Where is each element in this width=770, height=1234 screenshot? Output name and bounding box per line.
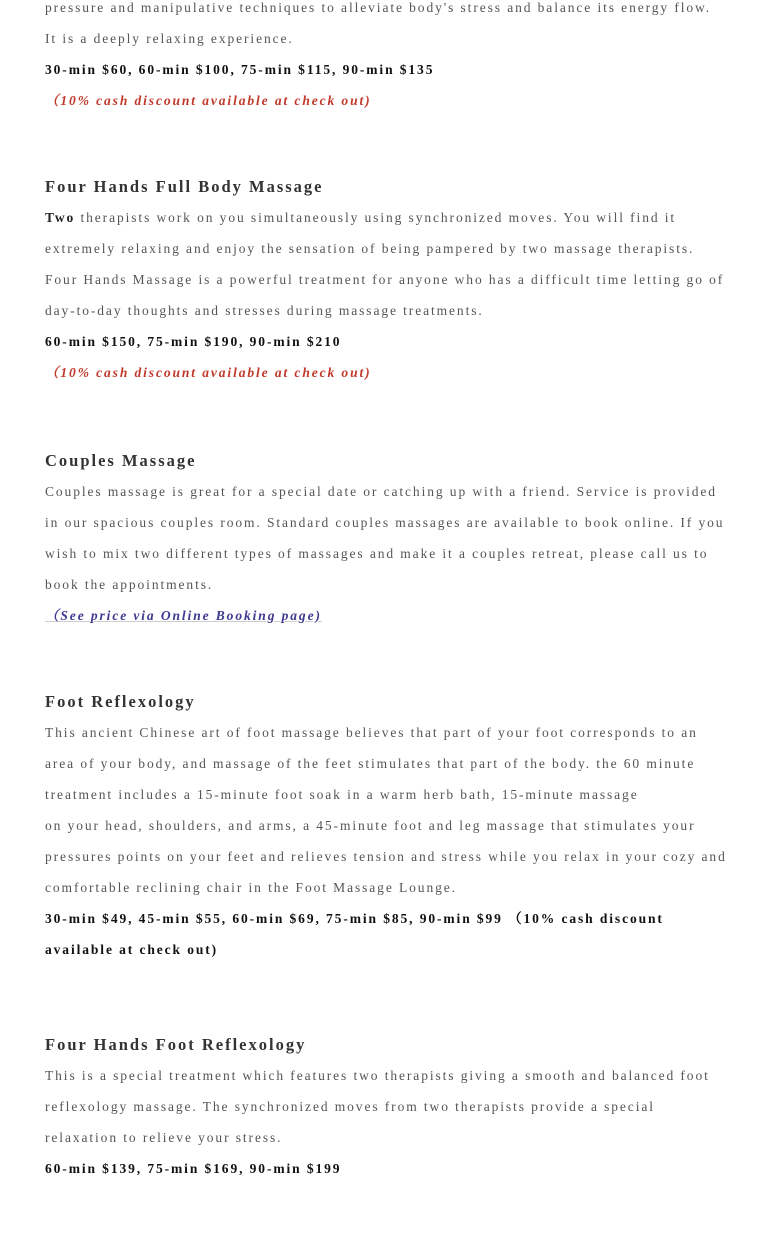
service-description: This ancient Chinese art of foot massage believes that part of your foot corresponds to an area of your body, and massage of the feet stimulates that part of the body. the 60 minute treatment includes a 15-minute foot soak in a warm herb bath, 15-minute massage: [45, 725, 698, 802]
service-section-foot-reflexology: [45, 686, 727, 965]
service-price: 30-min $49, 45-min $55, 60-min $69, 75-min $85, 90-min $99 （10% cash discount available at check out): [45, 911, 664, 957]
service-title: Foot Reflexology: [45, 692, 196, 711]
service-section-couples: [45, 445, 727, 631]
service-price: 30-min $60, 60-min $100, 75-min $115, 90-min $135: [45, 62, 435, 77]
service-price: 60-min $150, 75-min $190, 90-min $210: [45, 334, 342, 349]
service-title: Couples Massage: [45, 451, 197, 470]
service-section-four-hands-foot: [45, 1029, 727, 1184]
service-description: Couples massage is great for a special date or catching up with a friend. Service is provided in our spacious couples room. Standard couples massages are available to book online. If you wish to mix two different types of massages and make it a couples retreat, please call us to book the appointments.: [45, 484, 725, 592]
service-title: Four Hands Full Body Massage: [45, 177, 324, 196]
desc-text: therapists work on you simultaneously using synchronized moves. You will find it extremely relaxing and enjoy the sensation of being pampered by two massage therapists. Four Hands Massage is a powerful treatment for anyone who has a difficult time letting go of day-to-day thoughts and stresses during massage treatments.: [45, 210, 725, 318]
service-description: This is a special treatment which features two therapists giving a smooth and balanced foot reflexology massage. The synchronized moves from two therapists provide a special relaxation to relieve your stress.: [45, 1068, 710, 1145]
service-description: [45, 202, 727, 326]
service-title: Four Hands Foot Reflexology: [45, 1035, 307, 1054]
discount-note: （10% cash discount available at check out): [45, 93, 372, 108]
online-booking-link[interactable]: （See price via Online Booking page): [45, 608, 322, 623]
service-price: 60-min $139, 75-min $169, 90-min $199: [45, 1161, 342, 1176]
services-list: [45, 0, 727, 1184]
desc-bold: Two: [45, 210, 76, 225]
service-description-cont: on your head, shoulders, and arms, a 45-minute foot and leg massage that stimulates your pressures points on your feet and relieves tension and stress while you relax in your cozy and comfortable reclining chair in the Foot Massage Lounge.: [45, 818, 727, 895]
service-description: pressure and manipulative techniques to alleviate body's stress and balance its energy flow. It is a deeply relaxing experience.: [45, 0, 712, 46]
service-section-four-hands-full-body: [45, 171, 727, 388]
discount-note: （10% cash discount available at check out): [45, 365, 372, 380]
service-section-body-massage: [45, 0, 727, 116]
